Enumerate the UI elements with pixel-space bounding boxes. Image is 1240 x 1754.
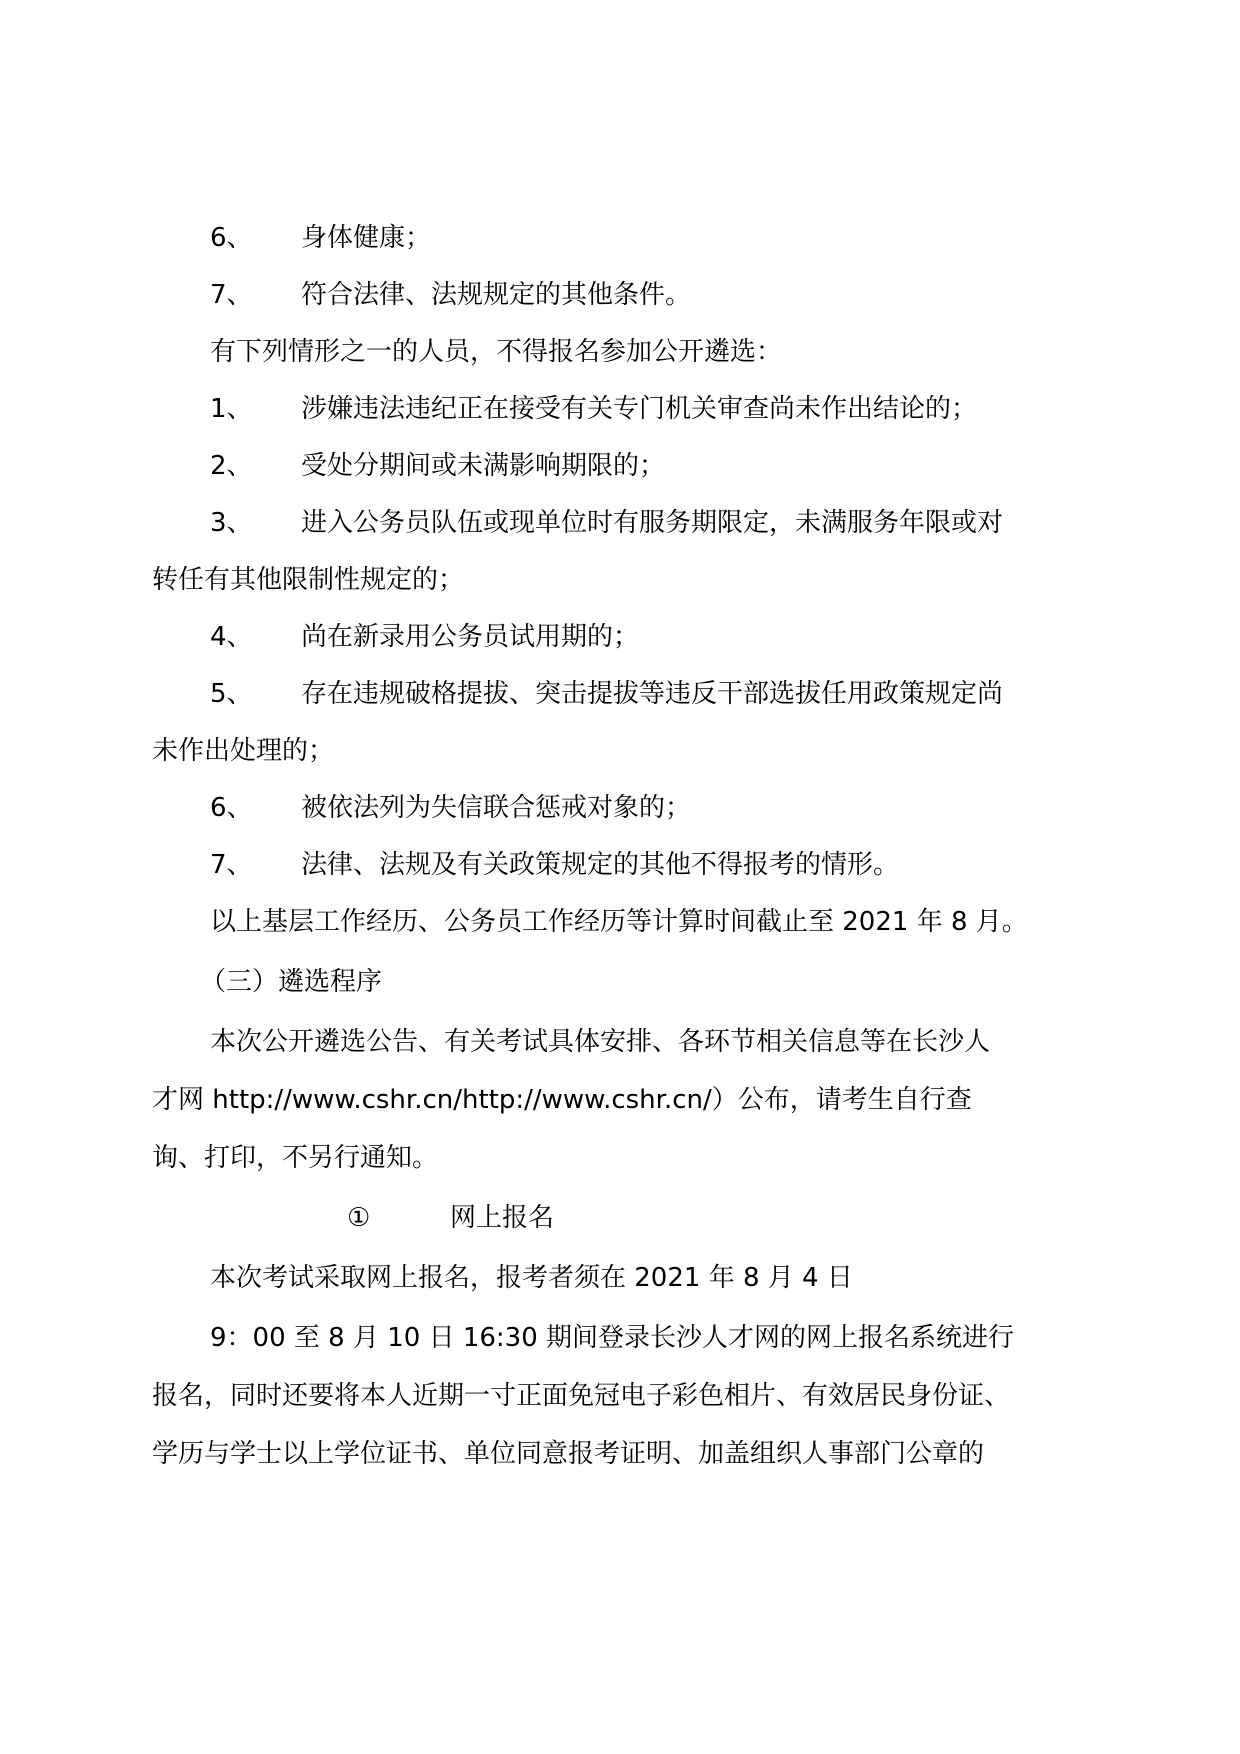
list-item-text: 符合法律、法规规定的其他条件。: [301, 280, 692, 310]
paragraph-registration-line: 报名，同时还要将本人近期一寸正面免冠电子彩色相片、有效居民身份证、: [152, 1381, 1011, 1411]
list-item-continuation: 未作出处理的；: [152, 736, 335, 766]
list-number: 2、: [210, 451, 253, 481]
paragraph-registration-line: 本次考试采取网上报名，报考者须在 2021 年 8 月 4 日: [210, 1263, 853, 1293]
list-item-text: 涉嫌违法违纪正在接受有关专门机关审查尚未作出结论的；: [301, 394, 978, 424]
paragraph-registration-line: 学历与学士以上学位证书、单位同意报考证明、加盖组织人事部门公章的: [152, 1439, 985, 1469]
list-item-text: 尚在新录用公务员试用期的；: [301, 622, 640, 652]
list-number: 5、: [210, 679, 253, 709]
list-number: 4、: [210, 622, 253, 652]
list-number: 1、: [210, 394, 253, 424]
list-item-text: 进入公务员队伍或现单位时有服务期限定，未满服务年限或对: [301, 508, 1004, 538]
list-number: 6、: [210, 223, 253, 253]
list-number: 7、: [210, 280, 253, 310]
list-item-text: 受处分期间或未满影响期限的；: [301, 451, 666, 481]
list-item-continuation: 转任有其他限制性规定的；: [152, 565, 465, 595]
list-number: 3、: [210, 508, 253, 538]
paragraph-exclusion-intro: 有下列情形之一的人员，不得报名参加公开遴选：: [210, 337, 783, 367]
list-item-text: 被依法列为失信联合惩戒对象的；: [301, 793, 692, 823]
step-title: 网上报名: [450, 1203, 555, 1233]
list-item-text: 法律、法规及有关政策规定的其他不得报考的情形。: [301, 850, 900, 880]
list-item-text: 身体健康；: [301, 223, 432, 253]
paragraph-cutoff-note: 以上基层工作经历、公务员工作经历等计算时间截止至 2021 年 8 月。: [210, 907, 1028, 937]
paragraph-registration-line: 9：00 至 8 月 10 日 16:30 期间登录长沙人才网的网上报名系统进行: [210, 1323, 1015, 1353]
list-number: 7、: [210, 850, 253, 880]
paragraph-announcement-line: 才网 http://www.cshr.cn/http://www.cshr.cn/）公布，请考生自行查: [152, 1085, 972, 1115]
list-item-text: 存在违规破格提拔、突击提拔等违反干部选拔任用政策规定尚: [301, 679, 1004, 709]
step-number: ①: [347, 1203, 371, 1233]
section-heading: （三）遴选程序: [200, 967, 383, 997]
paragraph-announcement-line: 询、打印，不另行通知。: [152, 1143, 439, 1173]
list-number: 6、: [210, 793, 253, 823]
paragraph-announcement-line: 本次公开遴选公告、有关考试具体安排、各环节相关信息等在长沙人: [210, 1027, 991, 1057]
